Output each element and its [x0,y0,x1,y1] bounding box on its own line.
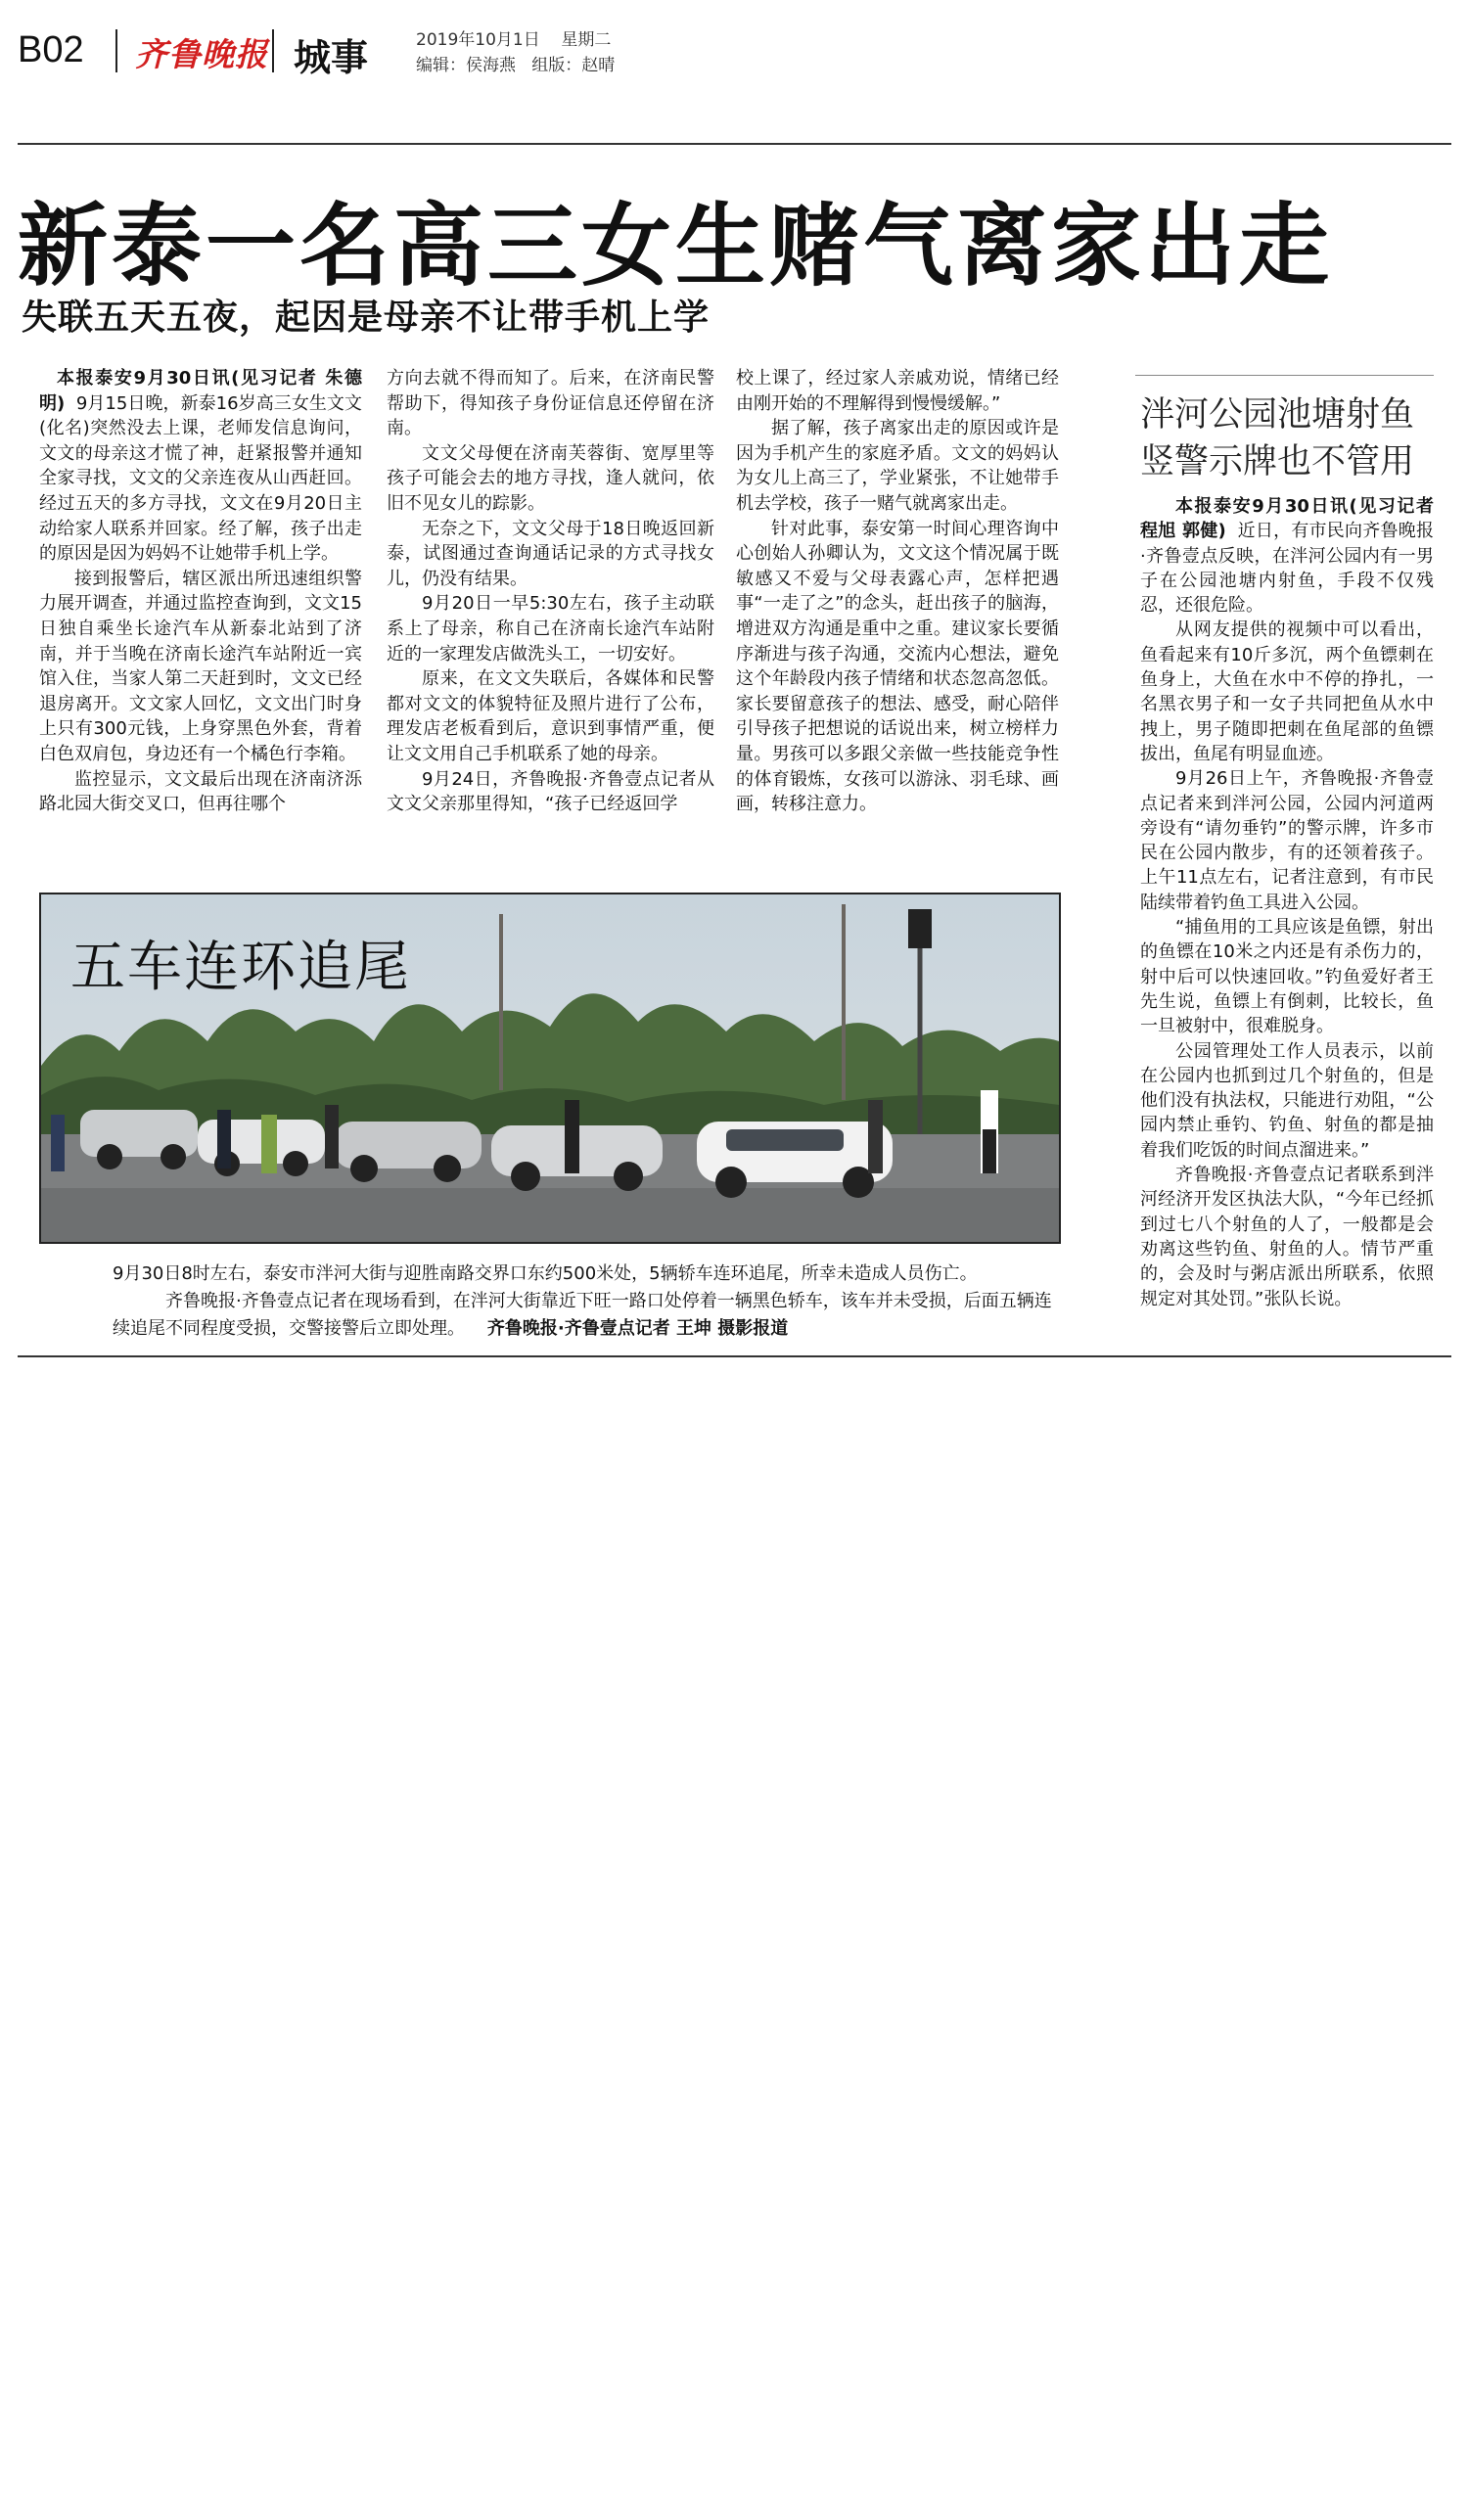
masthead-divider [272,29,274,72]
section-name: 城事 [294,36,369,79]
article-paragraph: 方向去就不得而知了。后来，在济南民警帮助下，得知孩子身份证信息还停留在济南。 [387,368,714,439]
masthead-divider [115,29,117,72]
article-column-2 [387,366,714,817]
article-paragraph: 9月20日一早5:30左右，孩子主动联系上了母亲，称自己在济南长途汽车站附近的一家理发店做洗头工，一切安好。 [387,593,714,664]
issue-date [416,25,611,50]
side-story-title: 泮河公园池塘射鱼 竖警示牌也不管用 [1140,395,1415,481]
layout-editor-name: 赵晴 [581,56,616,75]
article-paragraph: 9月24日，齐鲁晚报·齐鲁壹点记者从文文父亲那里得知，“孩子已经返回学 [387,768,714,815]
news-photo [39,893,1061,1244]
sub-headline: 失联五天五夜，起因是母亲不让带手机上学 [22,298,711,338]
article-paragraph: 本报泰安9月30日讯(见习记者 朱德明) 9月15日晚，新泰16岁高三女生文文(化名)突然没去上课，老师发信息询问，文文的母亲这才慌了神，赶紧报警并通知全家寻找，文文的父亲连夜从山西赶回。经过五天的多方寻找，文文在9月20日主动给家人联系并回家。经了解，孩子出走的原因是因为妈妈不让她带手机上学。 [39,368,362,565]
editor-name: 侯海燕 [466,56,516,75]
editor-line: 编辑：侯海燕 组版：赵晴 [416,56,616,75]
article-paragraph: 监控显示，文文最后出现在济南济泺路北园大街交叉口，但再往哪个 [39,768,362,815]
article-paragraph: 9月26日上午，齐鲁晚报·齐鲁壹点记者来到泮河公园，公园内河道两旁设有“请勿垂钓”的警示牌，许多市民在公园内散步，有的还领着孩子。上午11点左右，记者注意到，有市民陆续带着钓鱼工具进入公园。 [1140,768,1434,913]
article-paragraph: “捕鱼用的工具应该是鱼镖，射出的鱼镖在10米之内还是有杀伤力的，射中后可以快速回收。”钓鱼爱好者王先生说，鱼镖上有倒刺，比较长，鱼一旦被射中，很难脱身。 [1140,917,1434,1037]
caption-line: 9月30日8时左右，泰安市泮河大街与迎胜南路交界口东约500米处，5辆轿车连环追尾，所幸未造成人员伤亡。 [113,1263,978,1284]
article-paragraph: 本报泰安9月30日讯(见习记者 程旭 郭健) 近日，有市民向齐鲁晚报·齐鲁壹点反映，在泮河公园内有一男子在公园池塘内射鱼，手段不仅残忍，还很危险。 [1140,496,1434,617]
photo-credit: 齐鲁晚报·齐鲁壹点记者 王坤 摄影报道 [486,1318,789,1339]
article-paragraph: 文文父母便在济南芙蓉街、宽厚里等孩子可能会去的地方寻找，逢人就问，依旧不见女儿的踪影。 [387,442,714,514]
article-paragraph: 从网友提供的视频中可以看出，鱼看起来有10斤多沉，两个鱼镖刺在鱼身上，大鱼在水中不停的挣扎，一名黑衣男子和一女子共同把鱼从水中拽上，男子随即把刺在鱼尾部的鱼镖拔出，鱼尾有明显血迹。 [1140,619,1434,764]
article-paragraph: 据了解，孩子离家出走的原因或许是因为手机产生的家庭矛盾。文文的妈妈认为女儿上高三了，学业紧张，不让她带手机去学校，孩子一赌气就离家出走。 [736,418,1059,514]
newspaper-logo: 齐鲁晚报 [135,35,268,73]
top-rule [18,143,1451,145]
main-headline: 新泰一名高三女生赌气离家出走 [18,194,1334,298]
article-paragraph: 校上课了，经过家人亲戚劝说，情绪已经由刚开始的不理解得到慢慢缓解。” [736,368,1059,414]
weekday: 星期二 [561,30,612,50]
caption-line: 齐鲁晚报·齐鲁壹点记者在现场看到，在泮河大街靠近下旺一路口处停着一辆黑色轿车，该车并未受损，后面五辆连续追尾不同程度受损，交警接警后立即处理。 齐鲁晚报·齐鲁壹点记者 王坤 摄影报道 [113,1291,1052,1339]
side-story-rule [1135,375,1434,376]
photo-caption [113,1260,1052,1343]
byline: 本报泰安9月30日讯(见习记者 程旭 郭健) [1140,496,1434,542]
date: 2019年10月1日 [416,30,540,50]
article-paragraph: 齐鲁晚报·齐鲁壹点记者联系到泮河经济开发区执法大队，“今年已经抓到过七八个射鱼的人了，一般都是会劝离这些钓鱼、射鱼的人。情节严重的，会及时与粥店派出所联系，依照规定对其处罚。”张队长说。 [1140,1165,1434,1309]
article-paragraph: 公园管理处工作人员表示，以前在公园内也抓到过几个射鱼的，但是他们没有执法权，只能进行劝阻，“公园内禁止垂钓、钓鱼、射鱼的都是抽着我们吃饭的时间点溜进来。” [1140,1040,1434,1161]
article-paragraph: 针对此事，泰安第一时间心理咨询中心创始人孙卿认为，文文这个情况属于既敏感又不爱与父母表露心声，怎样把遇事“一走了之”的念头，赶出孩子的脑海，增进双方沟通是重中之重。建议家长要循序渐进与孩子沟通，交流内心想法，避免这个年龄段内孩子情绪和状态忽高忽低。家长要留意孩子的想法、感受，耐心陪伴引导孩子把想说的话说出来，树立榜样力量。男孩可以多跟父亲做一些技能竞争性的体育锻炼，女孩可以游泳、羽毛球、画画，转移注意力。 [736,518,1059,815]
article-column-3 [736,366,1059,817]
article-column-1 [39,366,362,817]
photo-title: 五车连环追尾 [70,936,411,999]
bottom-rule [18,1355,1451,1357]
byline: 本报泰安9月30日讯(见习记者 朱德明) [39,368,362,414]
side-story-body [1140,494,1434,1311]
page-number: B02 [18,29,84,70]
article-paragraph: 接到报警后，辖区派出所迅速组织警力展开调查，并通过监控查询到，文文15日独自乘坐长途汽车从新泰北站到了济南，并于当晚在济南长途汽车站附近一宾馆入住，当家人第二天赶到时，文文已经退房离开。文文家人回忆，文文出门时身上只有300元钱，上身穿黑色外套，背着白色双肩包，身边还有一个橘色行李箱。 [39,568,362,764]
article-paragraph: 原来，在文文失联后，各媒体和民警都对文文的体貌特征及照片进行了公布，理发店老板看到后，意识到事情严重，便让文文用自己手机联系了她的母亲。 [387,668,714,764]
article-paragraph: 无奈之下，文文父母于18日晚返回新泰，试图通过查询通话记录的方式寻找女儿，仍没有结果。 [387,518,714,589]
